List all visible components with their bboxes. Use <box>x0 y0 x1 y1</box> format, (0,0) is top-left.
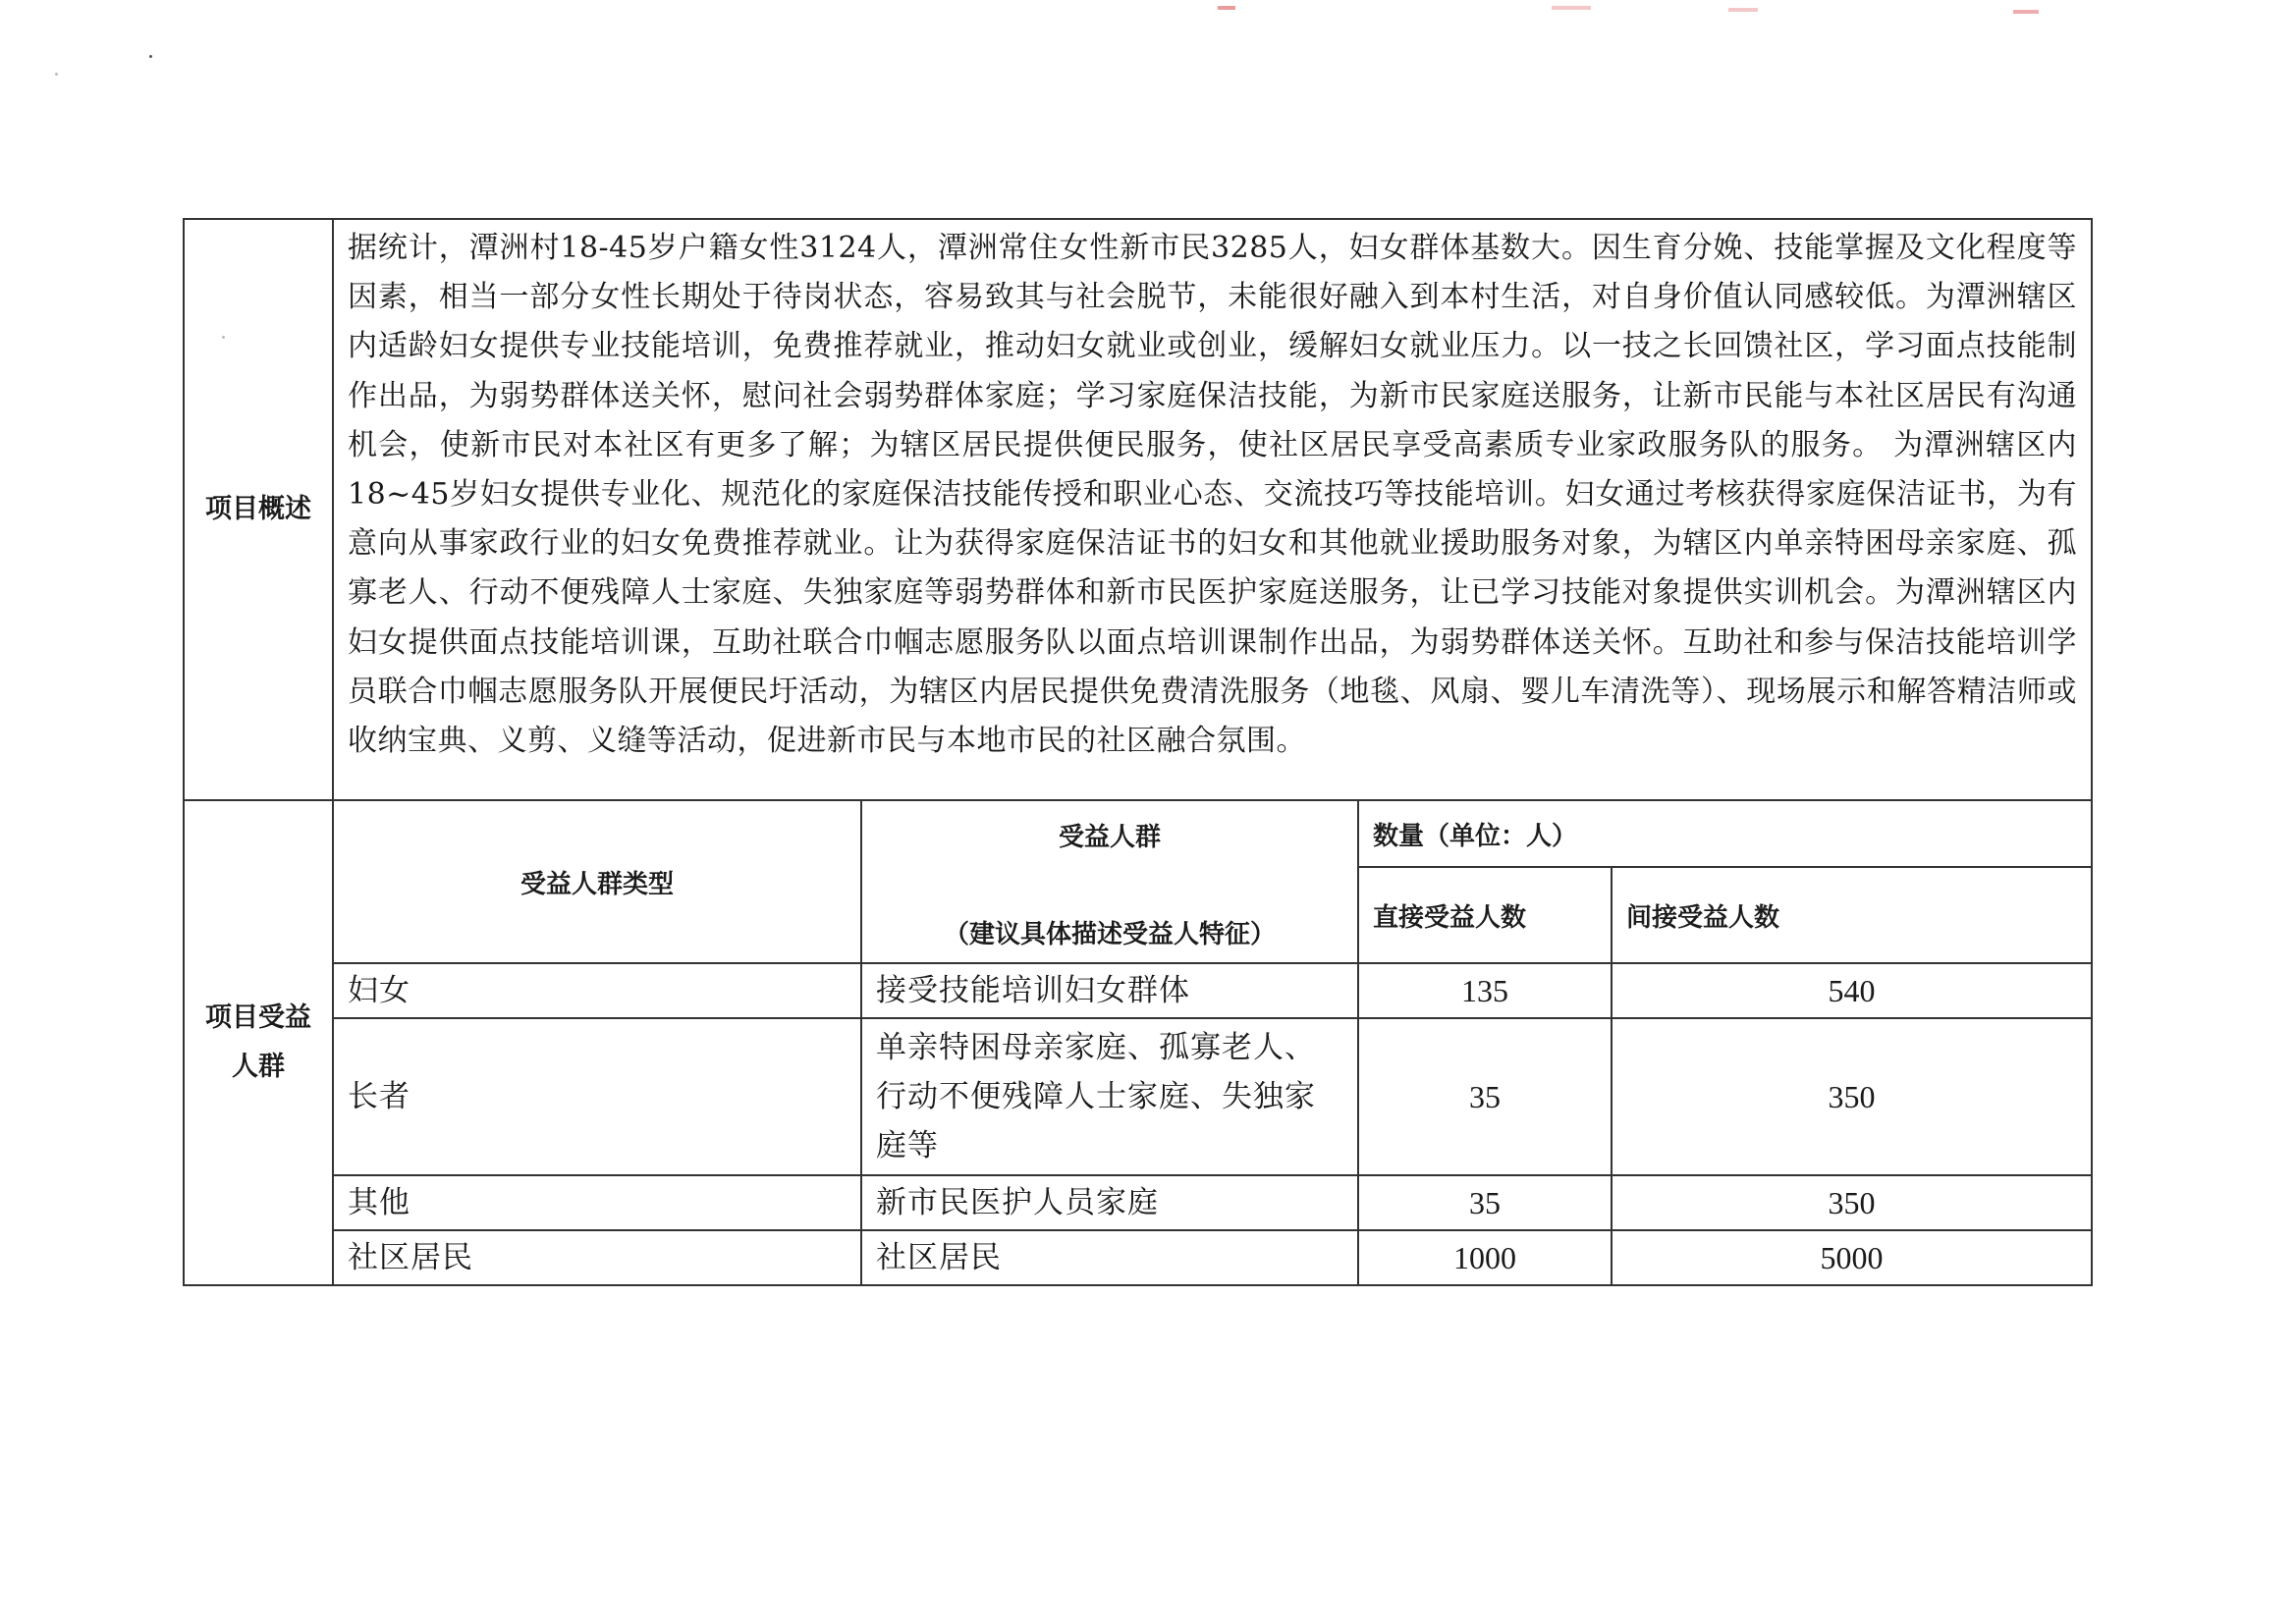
beneficiaries-label <box>184 800 333 1285</box>
row-indirect: 350 <box>1612 1018 2092 1175</box>
header-group-line1: 受益人群 <box>1058 823 1161 852</box>
scan-mark <box>1218 6 1235 10</box>
row-group: 单亲特困母亲家庭、孤寡老人、行动不便残障人士家庭、失独家庭等 <box>861 1018 1358 1175</box>
row-type: 社区居民 <box>333 1230 861 1285</box>
overview-label: 项目概述 <box>184 219 333 800</box>
header-count: 数量（单位：人） <box>1358 800 2092 867</box>
overview-text: 据统计，潭洲村18-45岁户籍女性3124人，潭洲常住女性新市民3285人，妇女群体基数大。因生育分娩、技能掌握及文化程度等因素，相当一部分女性长期处于待岗状态，容易致其与社会脱节，未能很好融入到本村生活，对自身价值认同感较低。为潭洲辖区内适龄妇女提供专业技能培训，免费推荐就业，推动妇女就业或创业，缓解妇女就业压力。以一技之长回馈社区，学习面点技能制作出品，为弱势群体送关怀，慰问社会弱势群体家庭；学习家庭保洁技能，为新市民家庭送服务，让新市民能与本社区居民有沟通机会，使新市民对本社区有更多了解；为辖区居民提供便民服务，使社区居民享受高素质专业家政服务队的服务。 为潭洲辖区内18~45岁妇女提供专业化、规范化的家庭保洁技能传授和职业心态、交流技巧等技能培训。妇女通过考核获得家庭保洁证书，为有意向从事家政行业的妇女免费推荐就业。让为获得家庭保洁证书的妇女和其他就业援助服务对象，为辖区内单亲特困母亲家庭、孤寡老人、行动不便残障人士家庭、失独家庭等弱势群体和新市民医护家庭送服务，让已学习技能对象提供实训机会。为潭洲辖区内妇女提供面点技能培训课，互助社联合巾帼志愿服务队以面点培训课制作出品，为弱势群体送关怀。互助社和参与保洁技能培训学员联合巾帼志愿服务队开展便民圩活动，为辖区内居民提供免费清洗服务（地毯、风扇、婴儿车清洗等）、现场展示和解答精洁师或收纳宝典、义剪、义缝等活动，促进新市民与本地市民的社区融合氛围。 <box>333 219 2092 800</box>
header-group <box>861 800 1358 963</box>
project-table <box>183 218 2093 1286</box>
row-indirect: 350 <box>1612 1175 2092 1230</box>
header-direct: 直接受益人数 <box>1358 867 1612 963</box>
scan-dot <box>149 55 152 58</box>
row-direct: 1000 <box>1358 1230 1612 1285</box>
row-indirect: 5000 <box>1612 1230 2092 1285</box>
scan-mark <box>1728 8 1758 12</box>
row-direct: 135 <box>1358 963 1612 1018</box>
row-direct: 35 <box>1358 1018 1612 1175</box>
beneficiary-header-row-1 <box>184 800 2092 867</box>
table-row <box>184 1230 2092 1285</box>
scan-mark <box>2013 10 2039 14</box>
row-type: 妇女 <box>333 963 861 1018</box>
table-row <box>184 1175 2092 1230</box>
beneficiaries-label-line2: 人群 <box>232 1052 285 1082</box>
row-group: 社区居民 <box>861 1230 1358 1285</box>
table-row <box>184 1018 2092 1175</box>
row-type: 长者 <box>333 1018 861 1175</box>
row-direct: 35 <box>1358 1175 1612 1230</box>
scan-dot <box>55 73 58 76</box>
header-indirect: 间接受益人数 <box>1612 867 2092 963</box>
row-type: 其他 <box>333 1175 861 1230</box>
scan-mark <box>1552 6 1591 10</box>
row-group: 接受技能培训妇女群体 <box>861 963 1358 1018</box>
header-group-line2: （建议具体描述受益人特征） <box>943 920 1276 949</box>
row-group: 新市民医护人员家庭 <box>861 1175 1358 1230</box>
beneficiaries-label-line1: 项目受益 <box>205 1002 311 1033</box>
overview-row <box>184 219 2092 800</box>
table-row <box>184 963 2092 1018</box>
row-indirect: 540 <box>1612 963 2092 1018</box>
header-type: 受益人群类型 <box>333 800 861 963</box>
